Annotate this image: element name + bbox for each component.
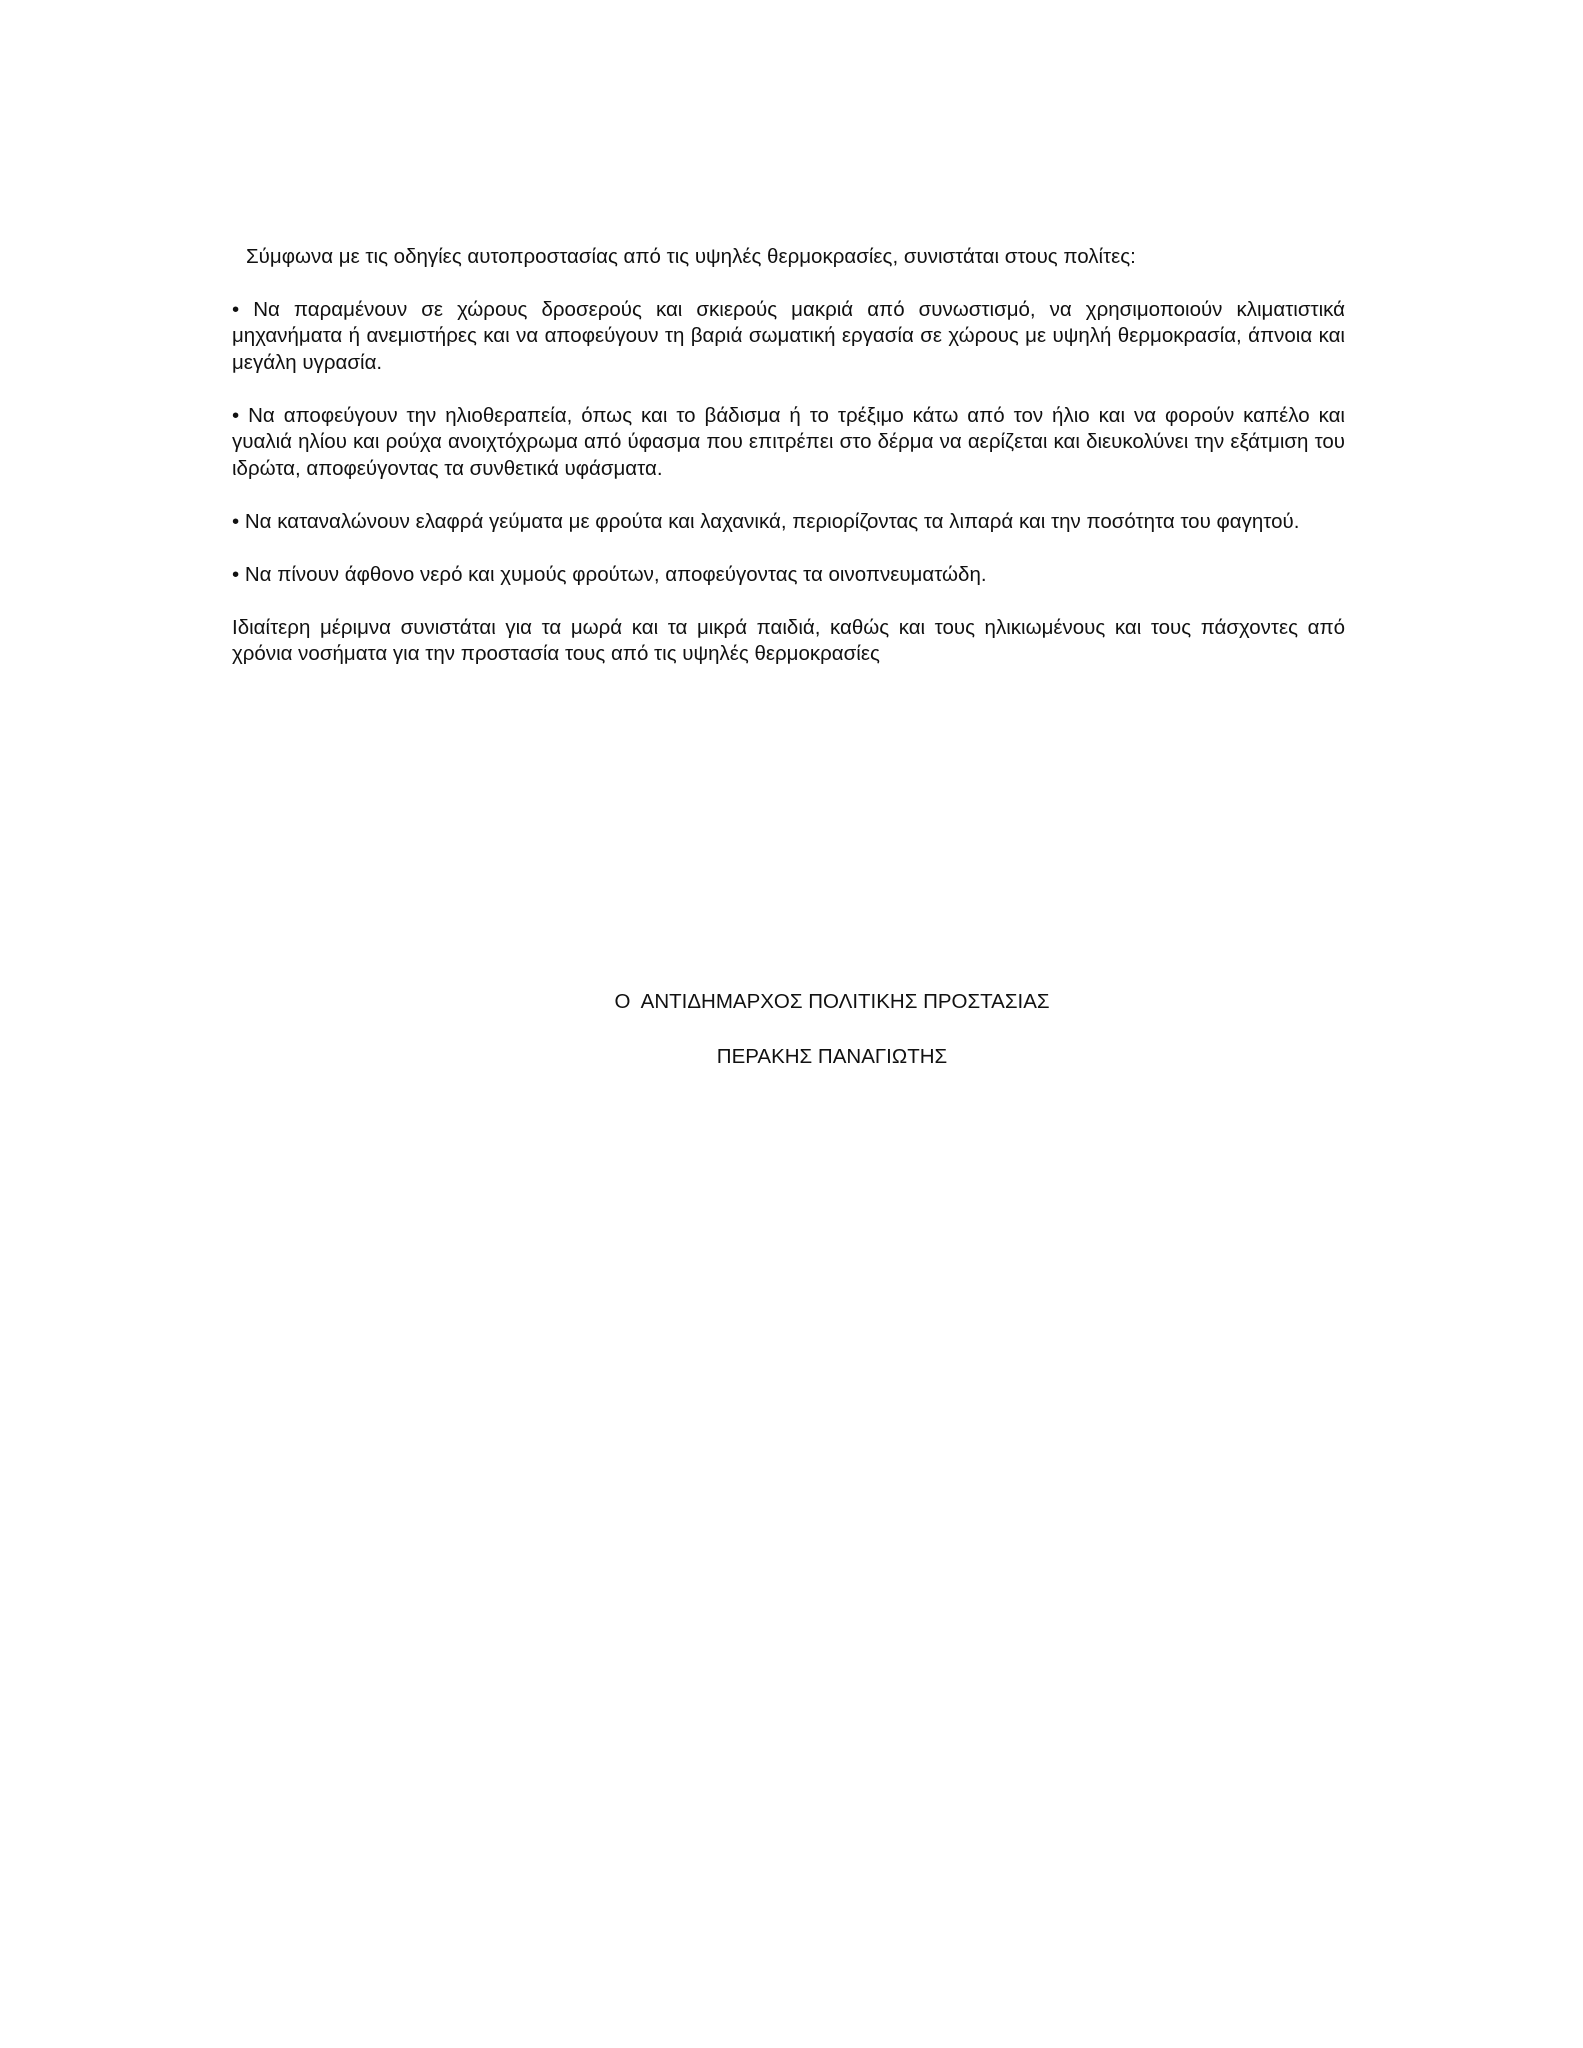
intro-paragraph: Σύμφωνα με τις οδηγίες αυτοπροστασίας από τις υψηλές θερμοκρασίες, συνιστάται στους πολίτες: [246,245,1136,268]
signature-title: Ο ΑΝΤΙΔΗΜΑΡΧΟΣ ΠΟΛΙΤΙΚΗΣ ΠΡΟΣΤΑΣΙΑΣ [614,990,1050,1013]
document-body [232,244,1345,694]
signature-name: ΠΕΡΑΚΗΣ ΠΑΝΑΓΙΩΤΗΣ [716,1045,948,1068]
advice-paragraph-3: • Να καταναλώνουν ελαφρά γεύματα με φρούτα και λαχανικά, περιορίζοντας τα λιπαρά και την ποσότητα του φαγητού. [232,509,1300,533]
advice-paragraph-1: • Να παραμένουν σε χώρους δροσερούς και σκιερούς μακριά από συνωστισμό, να χρησιμοποιούν κλιματιστικά μηχανήματα ή ανεμιστήρες και να αποφεύγουν τη βαριά σωματική εργασία σε χώρους με υψηλή θερμοκρασία, άπνοια και μεγάλη υγρασία. [232,297,1345,374]
advice-paragraph-2: • Να αποφεύγουν την ηλιοθεραπεία, όπως και το βάδισμα ή το τρέξιμο κάτω από τον ήλιο και να φορούν καπέλο και γυαλιά ηλίου και ρούχα ανοιχτόχρωμα από ύφασμα που επιτρέπει στο δέρμα να αερίζεται και διευκολύνει την εξάτμιση του ιδρώτα, αποφεύγοντας τα συνθετικά υφάσματα. [232,403,1345,480]
closing-paragraph: Ιδιαίτερη μέριμνα συνιστάται για τα μωρά και τα μικρά παιδιά, καθώς και τους ηλικιωμένους και τους πάσχοντες από χρόνια νοσήματα για την προστασία τους από τις υψηλές θερμοκρασίες [232,615,1345,665]
advice-paragraph-4: • Να πίνουν άφθονο νερό και χυμούς φρούτων, αποφεύγοντας τα οινοπνευματώδη. [232,562,987,586]
